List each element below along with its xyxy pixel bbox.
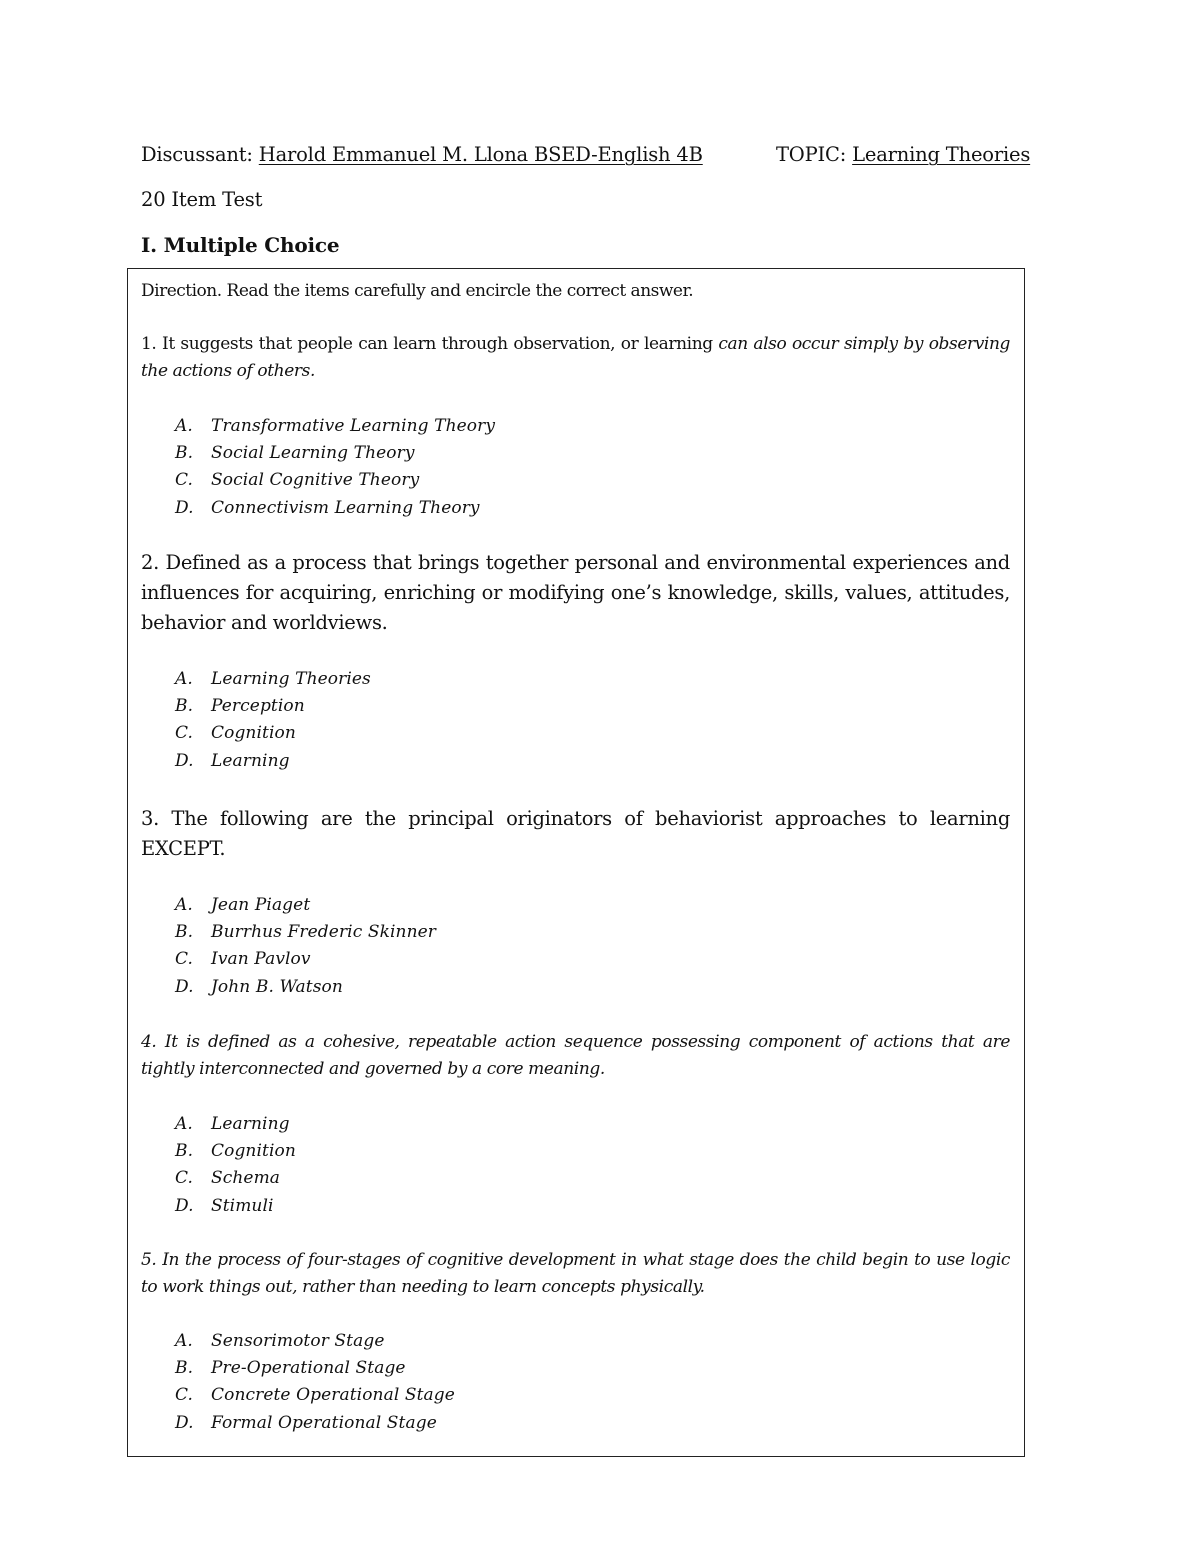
direction-text: Direction. Read the items carefully and encircle the correct answer. (141, 281, 694, 301)
question-1 (141, 331, 1010, 385)
option-letter: C. (175, 1385, 194, 1406)
option-1b[interactable] (175, 440, 495, 467)
option-5d[interactable] (175, 1410, 455, 1437)
option-letter: D. (175, 1195, 194, 1216)
option-4b[interactable] (175, 1138, 296, 1165)
option-text: Burrhus Frederic Skinner (211, 922, 437, 943)
topic-line (776, 143, 1030, 166)
option-4a[interactable] (175, 1111, 296, 1138)
topic-value: Learning Theories (852, 143, 1031, 166)
option-1d[interactable] (175, 495, 495, 522)
section-title: I. Multiple Choice (141, 233, 340, 257)
option-text: Learning (211, 1114, 290, 1134)
option-3a[interactable] (175, 892, 436, 919)
option-1a[interactable] (175, 413, 495, 440)
question-1-options (175, 413, 495, 522)
option-3c[interactable] (175, 946, 436, 973)
question-2: 2. Defined as a process that brings together personal and environmental experiences and influences for acquiring, enriching or modifying one’s knowledge, skills, values, attitudes, behavior and worldviews. (141, 551, 1010, 634)
option-4c[interactable] (175, 1165, 296, 1192)
discussant-label: Discussant: (141, 143, 259, 166)
option-letter: A. (175, 1114, 193, 1134)
option-2d[interactable] (175, 748, 371, 775)
question-5-options (175, 1328, 455, 1437)
option-letter: B. (175, 1141, 194, 1162)
option-text: John B. Watson (211, 976, 343, 997)
question-3-options (175, 892, 436, 1001)
option-2a[interactable] (175, 666, 371, 693)
question-1-stem-italic: can also occur simply by observing the actions of others. (141, 334, 1010, 381)
option-letter: A. (175, 895, 193, 915)
question-5: 5. In the process of four-stages of cognitive development in what stage does the child begin to use logic to work things out, rather than needing to learn concepts physically. (141, 1250, 1010, 1297)
question-4: 4. It is defined as a cohesive, repeatable action sequence possessing component of actions that are tightly interconnected and governed by a core meaning. (141, 1032, 1010, 1079)
option-3d[interactable] (175, 974, 436, 1001)
option-5a[interactable] (175, 1328, 455, 1355)
question-1-stem: 1. It suggests that people can learn through observation, or learning (141, 334, 719, 354)
topic-label: TOPIC: (776, 143, 853, 166)
option-5c[interactable] (175, 1382, 455, 1409)
option-text: Perception (211, 696, 305, 717)
option-text: Formal Operational Stage (211, 1412, 437, 1433)
discussant-line (141, 143, 703, 166)
option-text: Pre-Operational Stage (211, 1358, 406, 1379)
option-letter: D. (175, 1412, 194, 1433)
option-letter: B. (175, 696, 194, 717)
question-4-options (175, 1111, 296, 1220)
option-text: Social Cognitive Theory (211, 470, 420, 491)
option-text: Learning Theories (211, 669, 371, 689)
option-3b[interactable] (175, 919, 436, 946)
option-text: Stimuli (211, 1195, 274, 1216)
option-2b[interactable] (175, 693, 371, 720)
option-text: Ivan Pavlov (211, 949, 311, 970)
option-text: Learning (211, 750, 290, 771)
discussant-value: Harold Emmanuel M. Llona BSED-English 4B (258, 143, 703, 166)
question-3: 3. The following are the principal originators of behaviorist approaches to learning EXCEPT. (141, 807, 1010, 860)
option-text: Cognition (211, 1141, 296, 1162)
option-text: Jean Piaget (211, 895, 311, 915)
option-text: Schema (211, 1168, 281, 1189)
option-2c[interactable] (175, 720, 371, 747)
option-text: Transformative Learning Theory (211, 416, 496, 436)
option-text: Cognition (211, 723, 296, 744)
test-subtitle: 20 Item Test (141, 188, 263, 211)
option-text: Social Learning Theory (211, 443, 415, 464)
option-letter: C. (175, 949, 194, 970)
option-letter: A. (175, 416, 193, 436)
option-4d[interactable] (175, 1193, 296, 1220)
option-letter: B. (175, 922, 194, 943)
option-letter: B. (175, 1358, 194, 1379)
option-letter: D. (175, 497, 194, 518)
option-letter: C. (175, 723, 194, 744)
option-letter: D. (175, 976, 194, 997)
option-text: Sensorimotor Stage (211, 1331, 385, 1351)
option-text: Concrete Operational Stage (211, 1385, 455, 1406)
option-letter: C. (175, 1168, 194, 1189)
option-1c[interactable] (175, 467, 495, 494)
option-letter: D. (175, 750, 194, 771)
option-letter: A. (175, 1331, 193, 1351)
option-letter: A. (175, 669, 193, 689)
option-text: Connectivism Learning Theory (211, 497, 480, 518)
option-5b[interactable] (175, 1355, 455, 1382)
option-letter: C. (175, 470, 194, 491)
option-letter: B. (175, 443, 194, 464)
question-2-options (175, 666, 371, 775)
